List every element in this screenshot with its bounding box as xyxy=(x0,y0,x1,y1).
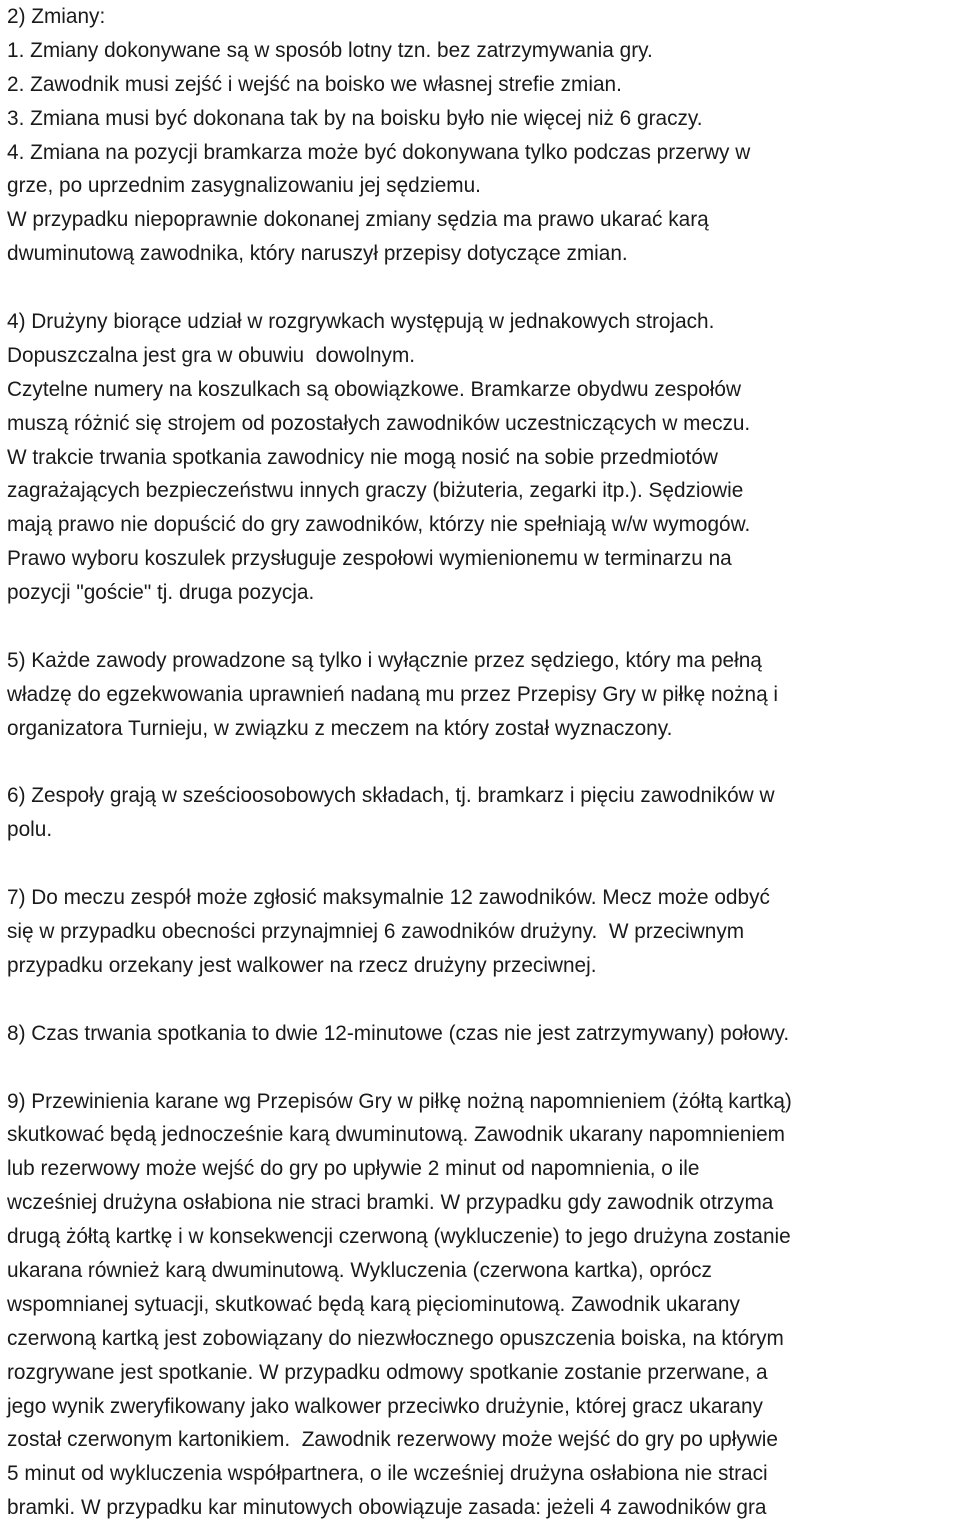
text-line: został czerwonym kartonikiem. Zawodnik rezerwowy może wejść do gry po upływie xyxy=(7,1423,960,1457)
text-line: 4. Zmiana na pozycji bramkarza może być dokonywana tylko podczas przerwy w xyxy=(7,136,960,170)
text-line: wspomnianej sytuacji, skutkować będą karą pięciominutową. Zawodnik ukarany xyxy=(7,1288,960,1322)
text-line: zagrażających bezpieczeństwu innych graczy (biżuteria, zegarki itp.). Sędziowie xyxy=(7,474,960,508)
text-line: lub rezerwowy może wejść do gry po upływie 2 minut od napomnienia, o ile xyxy=(7,1152,960,1186)
text-line: skutkować będą jednocześnie karą dwuminutową. Zawodnik ukarany napomnieniem xyxy=(7,1118,960,1152)
text-line: grze, po uprzednim zasygnalizowaniu jej sędziemu. xyxy=(7,169,960,203)
text-line: 1. Zmiany dokonywane są w sposób lotny tzn. bez zatrzymywania gry. xyxy=(7,34,960,68)
text-line: Prawo wyboru koszulek przysługuje zespołowi wymienionemu w terminarzu na xyxy=(7,542,960,576)
paragraph-zgloszenia xyxy=(7,881,960,983)
text-line: muszą różnić się strojem od pozostałych zawodników uczestniczących w meczu. xyxy=(7,407,960,441)
text-line: W trakcie trwania spotkania zawodnicy nie mogą nosić na sobie przedmiotów xyxy=(7,441,960,475)
text-line: 9) Przewinienia karane wg Przepisów Gry w piłkę nożną napomnieniem (żółtą kartką) xyxy=(7,1085,960,1119)
text-line: 2) Zmiany: xyxy=(7,0,960,34)
text-line: 6) Zespoły grają w sześcioosobowych składach, tj. bramkarz i pięciu zawodników w xyxy=(7,779,960,813)
text-line: władzę do egzekwowania uprawnień nadaną mu przez Przepisy Gry w piłkę nożną i xyxy=(7,678,960,712)
text-line: pozycji "goście" tj. druga pozycja. xyxy=(7,576,960,610)
paragraph-spacer xyxy=(7,610,960,644)
paragraph-spacer xyxy=(7,1051,960,1085)
document-page xyxy=(7,0,960,1525)
paragraph-spacer xyxy=(7,746,960,780)
text-line: rozgrywane jest spotkanie. W przypadku odmowy spotkanie zostanie przerwane, a xyxy=(7,1356,960,1390)
text-line: polu. xyxy=(7,813,960,847)
text-line: organizatora Turnieju, w związku z meczem na który został wyznaczony. xyxy=(7,712,960,746)
paragraph-czas xyxy=(7,1017,960,1051)
paragraph-kary xyxy=(7,1085,960,1525)
text-line: mają prawo nie dopuścić do gry zawodników, którzy nie spełniają w/w wymogów. xyxy=(7,508,960,542)
text-line: 5 minut od wykluczenia współpartnera, o ile wcześniej drużyna osłabiona nie straci xyxy=(7,1457,960,1491)
text-line: bramki. W przypadku kar minutowych obowiązuje zasada: jeżeli 4 zawodników gra xyxy=(7,1491,960,1525)
text-line: Czytelne numery na koszulkach są obowiązkowe. Bramkarze obydwu zespołów xyxy=(7,373,960,407)
text-line: wcześniej drużyna osłabiona nie straci bramki. W przypadku gdy zawodnik otrzyma xyxy=(7,1186,960,1220)
text-line: drugą żółtą kartkę i w konsekwencji czerwoną (wykluczenie) to jego drużyna zostanie xyxy=(7,1220,960,1254)
text-line: W przypadku niepoprawnie dokonanej zmiany sędzia ma prawo ukarać karą xyxy=(7,203,960,237)
paragraph-sedzia xyxy=(7,644,960,746)
text-line: jego wynik zweryfikowany jako walkower przeciwko drużynie, której gracz ukarany xyxy=(7,1390,960,1424)
paragraph-spacer xyxy=(7,847,960,881)
text-line: 3. Zmiana musi być dokonana tak by na boisku było nie więcej niż 6 graczy. xyxy=(7,102,960,136)
paragraph-spacer xyxy=(7,983,960,1017)
text-line: przypadku orzekany jest walkower na rzecz drużyny przeciwnej. xyxy=(7,949,960,983)
text-line: 2. Zawodnik musi zejść i wejść na boisko we własnej strefie zmian. xyxy=(7,68,960,102)
text-line: 4) Drużyny biorące udział w rozgrywkach występują w jednakowych strojach. xyxy=(7,305,960,339)
paragraph-zmiany xyxy=(7,0,960,271)
text-line: 5) Każde zawody prowadzone są tylko i wyłącznie przez sędziego, który ma pełną xyxy=(7,644,960,678)
text-line: czerwoną kartką jest zobowiązany do niezwłocznego opuszczenia boiska, na którym xyxy=(7,1322,960,1356)
paragraph-stroje xyxy=(7,305,960,610)
text-line: dwuminutową zawodnika, który naruszył przepisy dotyczące zmian. xyxy=(7,237,960,271)
text-line: Dopuszczalna jest gra w obuwiu dowolnym. xyxy=(7,339,960,373)
text-line: się w przypadku obecności przynajmniej 6 zawodników drużyny. W przeciwnym xyxy=(7,915,960,949)
paragraph-spacer xyxy=(7,271,960,305)
text-line: 8) Czas trwania spotkania to dwie 12-minutowe (czas nie jest zatrzymywany) połowy. xyxy=(7,1017,960,1051)
text-line: 7) Do meczu zespół może zgłosić maksymalnie 12 zawodników. Mecz może odbyć xyxy=(7,881,960,915)
paragraph-sklad xyxy=(7,779,960,847)
text-line: ukarana również karą dwuminutową. Wykluczenia (czerwona kartka), oprócz xyxy=(7,1254,960,1288)
